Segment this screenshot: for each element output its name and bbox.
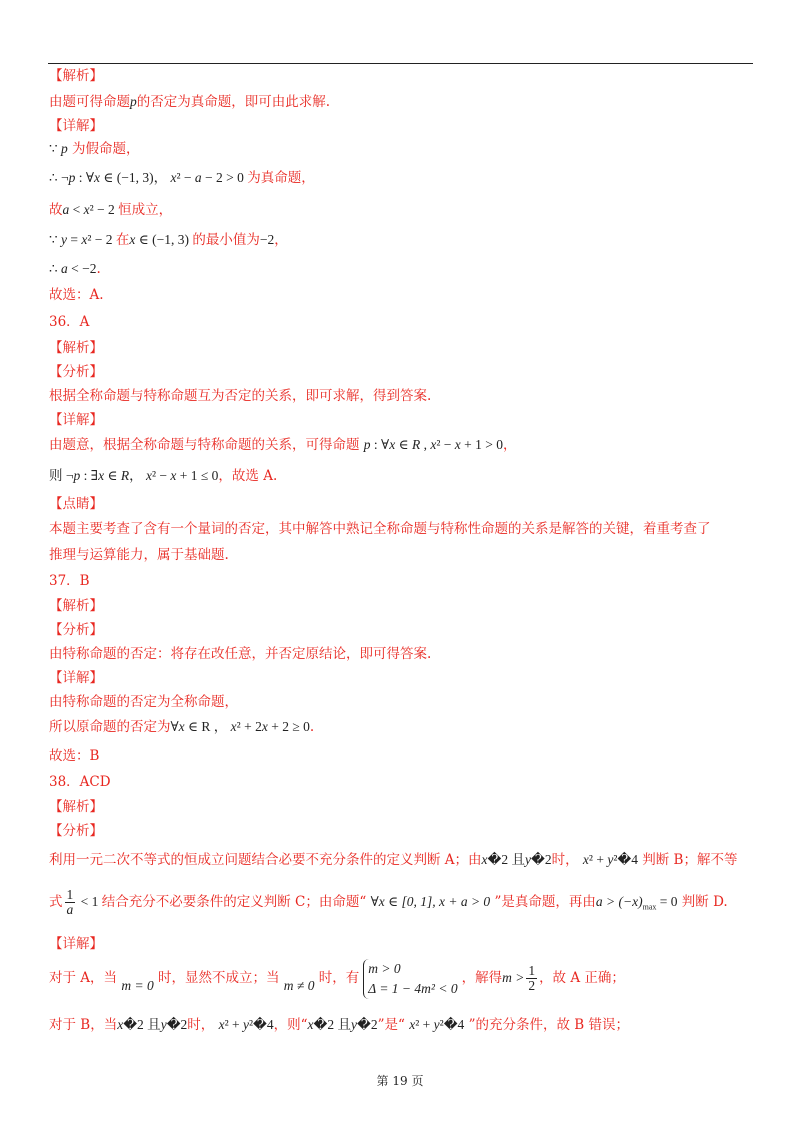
math: x — [145, 468, 152, 483]
solution-line-l31 — [49, 850, 737, 870]
math: ²�4 — [613, 852, 638, 867]
solution-line-l18 — [49, 519, 711, 539]
math: m > — [502, 970, 525, 985]
text: 37．B — [49, 573, 90, 589]
math: x — [98, 468, 105, 483]
math: ∴ — [49, 261, 61, 276]
solution-line-l24 — [49, 668, 103, 688]
math: x — [307, 1017, 314, 1032]
solution-line-l25 — [49, 692, 238, 712]
solution-line-l11 — [49, 338, 103, 358]
solution-line-l20 — [49, 571, 90, 591]
text: ，故 A 正确； — [539, 970, 625, 986]
text: ，则“ — [273, 1017, 308, 1033]
fraction-numerator: 1 — [66, 887, 74, 902]
solution-line-32 — [49, 888, 728, 918]
math: ² + — [588, 852, 608, 867]
math: ∈ R ， — [184, 719, 231, 734]
solution-line-l35 — [49, 1015, 629, 1035]
solution-line-l22 — [49, 620, 103, 640]
text: 在 — [115, 232, 130, 248]
fraction-numerator: 1 — [528, 963, 536, 978]
text: 利用一元二次不等式的恒成立问题结合必要不充分条件的定义判断 A；由 — [49, 852, 482, 868]
math: R — [411, 437, 421, 452]
solution-line-34 — [49, 956, 625, 1000]
system-row-1: m > 0 — [368, 960, 401, 976]
math: + 1 > 0 — [460, 437, 503, 452]
math: : ∀ — [75, 170, 94, 185]
math: x — [83, 202, 90, 217]
solution-line-l26 — [49, 717, 314, 737]
math: x — [481, 852, 488, 867]
solution-line-l17 — [49, 494, 103, 514]
math: , — [420, 437, 431, 452]
solution-line-l10 — [49, 312, 89, 332]
text: 【解析】 — [49, 68, 103, 84]
math: ² − 2 — [87, 232, 116, 247]
math: x — [178, 719, 185, 734]
math: ² + 2 — [236, 719, 262, 734]
solution-line-l3 — [49, 116, 103, 136]
text: 时，有 — [318, 970, 360, 986]
text: 【解析】 — [49, 340, 103, 356]
math: �2 且 — [487, 852, 526, 867]
text: 推理与运算能力，属于基础题. — [49, 547, 229, 563]
solution-line-l1 — [49, 66, 103, 86]
solution-line-l9 — [49, 285, 104, 305]
text: 【详解】 — [49, 412, 103, 428]
math: + 1 ≤ 0 — [176, 468, 219, 483]
math: = 0 — [656, 894, 678, 909]
math: x — [129, 232, 136, 247]
text: 故选：A. — [49, 287, 104, 303]
math: a — [194, 170, 202, 185]
text: ”是真命题，再由 — [490, 894, 596, 910]
solution-line-l27 — [49, 746, 99, 766]
fraction-1-over-a — [65, 888, 76, 917]
solution-line-l23 — [49, 644, 431, 664]
text: 38．ACD — [49, 774, 111, 790]
math: x — [218, 1017, 225, 1032]
page-footer: 第 19 页 — [376, 1074, 424, 1088]
solution-line-l19 — [49, 545, 229, 565]
math: p — [130, 94, 137, 109]
subscript-max: max — [642, 902, 657, 912]
math: m ≠ 0 — [283, 978, 315, 993]
solution-line-l16 — [49, 466, 277, 486]
math: a > (−x) — [595, 894, 643, 909]
solution-line-l7 — [49, 230, 288, 250]
solution-line-l15 — [49, 435, 516, 455]
text: 对于 A，当 — [49, 970, 118, 986]
math: p — [363, 437, 371, 452]
text: ， — [502, 437, 517, 453]
math: ∈ — [395, 437, 412, 452]
text: . — [96, 261, 101, 277]
solution-line-l29 — [49, 797, 103, 817]
math: : ∃ — [80, 468, 99, 483]
math: x — [582, 852, 589, 867]
math: x — [81, 232, 88, 247]
text: 【分析】 — [49, 622, 103, 638]
math: R — [120, 468, 130, 483]
math: ² − — [151, 468, 171, 483]
math: p — [68, 170, 76, 185]
text: 由题意，根据全称命题与特称命题的关系，可得命题 — [49, 437, 364, 453]
text: 根据全称命题与特称命题互为否定的关系，即可求解，得到答案. — [49, 388, 432, 404]
text: 所以原命题的否定为 — [49, 719, 171, 735]
text: 【分析】 — [49, 364, 103, 380]
math: x — [430, 437, 437, 452]
text: 判断 B；解不等 — [637, 852, 738, 868]
math: x — [170, 468, 177, 483]
math: ∈ — [104, 468, 121, 483]
solution-line-l12 — [49, 362, 103, 382]
math: ² + — [224, 1017, 243, 1032]
math: ² + — [415, 1017, 434, 1032]
math: �2 且 — [313, 1017, 352, 1032]
text: 【详解】 — [49, 118, 103, 134]
math: y — [607, 852, 614, 867]
math: y — [525, 852, 532, 867]
equation-system — [363, 959, 457, 999]
solution-line-l6 — [49, 200, 172, 220]
fraction-1-over-2 — [526, 964, 537, 993]
math: ²�4 — [249, 1017, 274, 1032]
text: 对于 B，当 — [49, 1017, 118, 1033]
math: ∵ — [49, 232, 61, 247]
system-row-2: Δ = 1 − 4m² < 0 — [368, 980, 458, 996]
math: x — [93, 170, 100, 185]
text: 36．A — [49, 314, 90, 330]
math: −2 — [259, 232, 275, 247]
solution-line-l8 — [49, 259, 101, 279]
text: 结合充分不必要条件的定义判断 C；由命题“ — [101, 894, 371, 910]
math: ∀ — [170, 719, 179, 734]
text: . — [309, 719, 315, 735]
text: 恒成立， — [118, 202, 173, 218]
math: y — [60, 232, 67, 247]
math: p — [60, 141, 68, 156]
math: y — [433, 1017, 440, 1032]
solution-line-l5 — [49, 168, 315, 188]
math: a — [62, 202, 70, 217]
math: p — [73, 468, 81, 483]
math: ∈ (−1, 3) — [135, 232, 193, 247]
text: ”是“ — [377, 1017, 410, 1033]
text: 由题可得命题 — [49, 94, 130, 110]
math: x — [230, 719, 237, 734]
text: 【详解】 — [49, 670, 103, 686]
text: 的否定为真命题，即可由此求解. — [136, 94, 331, 110]
math: < — [69, 202, 84, 217]
text: 本题主要考查了含有一个量词的否定，其中解答中熟记全称命题与特称性命题的关系是解答的关键，着重考查了 — [49, 521, 711, 537]
solution-line-l13 — [49, 386, 431, 406]
math: �2 且 — [123, 1017, 161, 1032]
text: ，故选 A. — [218, 468, 278, 484]
math: x — [454, 437, 461, 452]
math: y — [243, 1017, 249, 1032]
text: 的最小值为 — [192, 232, 260, 248]
math: 则 ¬ — [49, 468, 74, 483]
solution-line-l21 — [49, 596, 103, 616]
math: ， — [129, 468, 146, 483]
text: 时， — [551, 852, 583, 868]
text: 【分析】 — [49, 823, 103, 839]
math: : ∀ — [370, 437, 390, 452]
math: �2 — [531, 852, 552, 867]
math: x — [170, 170, 177, 185]
math: x — [117, 1017, 124, 1032]
solution-line-l2 — [49, 92, 330, 112]
text: 【解析】 — [49, 598, 103, 614]
math: x — [389, 437, 396, 452]
math: < −2 — [67, 261, 97, 276]
math: = — [66, 232, 82, 247]
solution-line-l30 — [49, 821, 103, 841]
text: ， — [274, 232, 288, 248]
text: ，解得 — [461, 970, 503, 986]
math: x — [261, 719, 268, 734]
text: 时， — [187, 1017, 219, 1033]
text: 由特称命题的否定：将存在改任意，并否定原结论，即可得答案. — [49, 646, 432, 662]
math: ² − — [176, 170, 195, 185]
text: 判断 D. — [677, 894, 728, 910]
solution-line-l33 — [49, 934, 103, 954]
math: − 2 > 0 — [201, 170, 248, 185]
fraction-denominator: 2 — [528, 978, 536, 993]
solution-line-l4 — [49, 139, 140, 159]
math: �2 — [357, 1017, 378, 1032]
text: 故 — [49, 202, 63, 218]
text: 时，显然不成立；当 — [158, 970, 280, 986]
solution-line-l14 — [49, 410, 103, 430]
math: ∵ — [49, 141, 61, 156]
math: ² − — [436, 437, 455, 452]
text: 【解析】 — [49, 799, 103, 815]
text: 由特称命题的否定为全称命题， — [49, 694, 238, 710]
math: + 2 ≥ 0 — [267, 719, 310, 734]
math: �2 — [166, 1017, 188, 1032]
solution-line-l28 — [49, 772, 111, 792]
math: ²�4 — [439, 1017, 465, 1032]
text: 为真命题， — [247, 170, 315, 186]
text: 故选：B — [49, 748, 100, 764]
math: a — [60, 261, 68, 276]
math: y — [160, 1017, 167, 1032]
math: < 1 — [77, 894, 102, 909]
text: 【点睛】 — [49, 496, 103, 512]
math: x — [409, 1017, 416, 1032]
text: 为假命题， — [67, 141, 140, 157]
text: 【详解】 — [49, 936, 103, 952]
math: ∀x ∈ [0, 1], x + a > 0 — [370, 894, 491, 909]
math: m = 0 — [121, 978, 154, 993]
top-rule — [48, 63, 753, 64]
fraction-denominator: a — [66, 902, 74, 917]
text: ”的充分条件，故 B 错误； — [464, 1017, 629, 1033]
math: ∈ (−1, 3)， — [99, 170, 171, 185]
math: ² − 2 — [89, 202, 119, 217]
text: 式 — [49, 894, 63, 910]
math: ∴ ¬ — [49, 170, 69, 185]
math: y — [351, 1017, 358, 1032]
